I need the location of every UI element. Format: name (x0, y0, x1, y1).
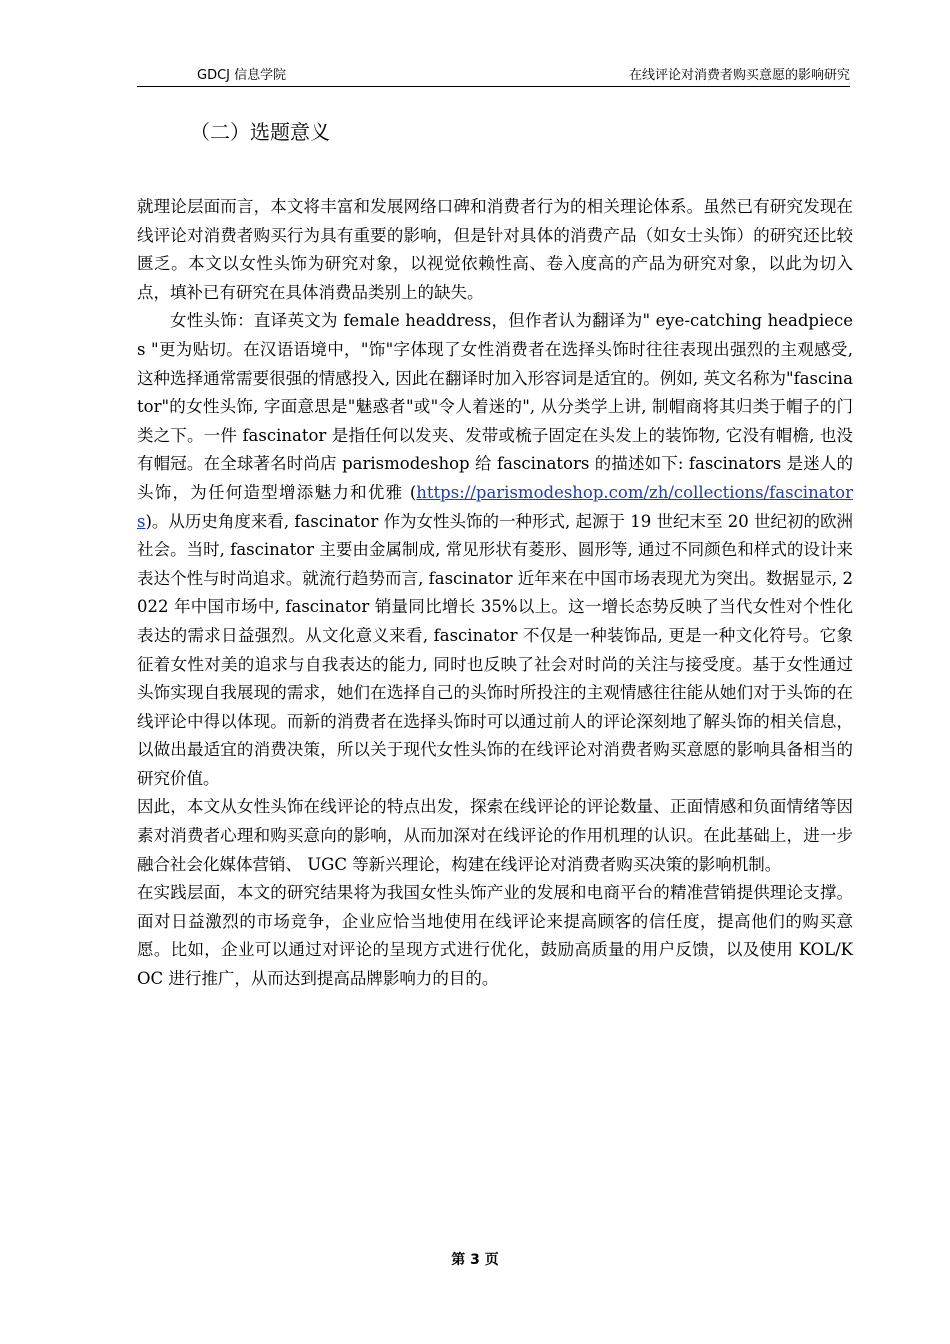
paragraph-practical: 在实践层面，本文的研究结果将为我国女性头饰产业的发展和电商平台的精准营销提供理论支撑。面对日益激烈的市场竞争，企业应恰当地使用在线评论来提高顾客的信任度，提高他们的购买意愿。比如，企业可以通过对评论的呈现方式进行优化，鼓励高质量的用户反馈，以及使用 KOL/KOC 进行推广，从而达到提高品牌影响力的目的。 (137, 883, 853, 989)
header-thesis-title: 在线评论对消费者购买意愿的影响研究 (628, 68, 850, 83)
page-number: 第 3 页 (451, 1252, 499, 1268)
source-link[interactable]: https://parismodeshop.com/zh/collections/fascinators (137, 482, 853, 531)
header-divider (137, 86, 850, 87)
section-title: （二）选题意义 (190, 120, 330, 144)
paragraph-text-before-link: 女性头饰：直译英文为 female headdress，但作者认为翻译为" eye-catching headpieces "更为贴切。在汉语语境中，"饰"字体现了女性消费者在选择头饰时往往表现出强烈的主观感受, 这种选择通常需要很强的情感投入, 因此在翻译时加入形容词是适宜的。例如, 英文名称为"fascinator"的女性头饰, 字面意思是"魅惑者"或"令人着迷的", 从分类学上讲, 制帽商将其归类于帽子的门类之下。一件 fascinator 是指任何以发夹、发带或梳子固定在头发上的装饰物, 它没有帽檐, 也没有帽冠。在全球著名时尚店 parismodeshop 给 fascinators 的描述如下: fascinators 是迷人的头饰，为任何造型增添魅力和优雅 ( (137, 311, 853, 502)
paragraph-headwear-definition (137, 307, 853, 793)
paragraph-text-after-link: )。从历史角度来看, fascinator 作为女性头饰的一种形式, 起源于 19 世纪末至 20 世纪初的欧洲社会。当时, fascinator 主要由金属制成, 常见形状有菱形、圆形等, 通过不同颜色和样式的设计来表达个性与时尚追求。就流行趋势而言, fascinator 近年来在中国市场表现尤为突出。数据显示, 2022 年中国市场中, fascinator 销量同比增长 35%以上。这一增长态势反映了当代女性对个性化表达的需求日益强烈。从文化意义来看, fascinator 不仅是一种装饰品, 更是一种文化符号。它象征着女性对美的追求与自我表达的能力, 同时也反映了社会对时尚的关注与接受度。基于女性通过头饰实现自我展现的需求，她们在选择自己的头饰时所投注的主观情感往往能从她们对于头饰的在线评论中得以体现。而新的消费者在选择头饰时可以通过前人的评论深刻地了解头饰的相关信息，以做出最适宜的消费决策，所以关于现代女性头饰的在线评论对消费者购买意愿的影响具备相当的研究价值。 (137, 511, 853, 788)
running-header (137, 66, 850, 86)
paragraph-research-focus: 因此，本文从女性头饰在线评论的特点出发，探索在线评论的评论数量、正面情感和负面情绪等因素对消费者心理和购买意向的影响，从而加深对在线评论的作用机理的认识。在此基础上，进一步融合社会化媒体营销、 UGC 等新兴理论，构建在线评论对消费者购买决策的影响机制。 (137, 797, 853, 874)
paragraph-theoretical: 就理论层面而言，本文将丰富和发展网络口碑和消费者行为的相关理论体系。虽然已有研究发现在线评论对消费者购买行为具有重要的影响，但是针对具体的消费产品（如女士头饰）的研究还比较匮乏。本文以女性头饰为研究对象，以视觉依赖性高、卷入度高的产品为研究对象，以此为切入点，填补已有研究在具体消费品类别上的缺失。 (137, 197, 853, 302)
header-institution: GDCJ 信息学院 (197, 68, 287, 83)
body-text (137, 193, 853, 994)
